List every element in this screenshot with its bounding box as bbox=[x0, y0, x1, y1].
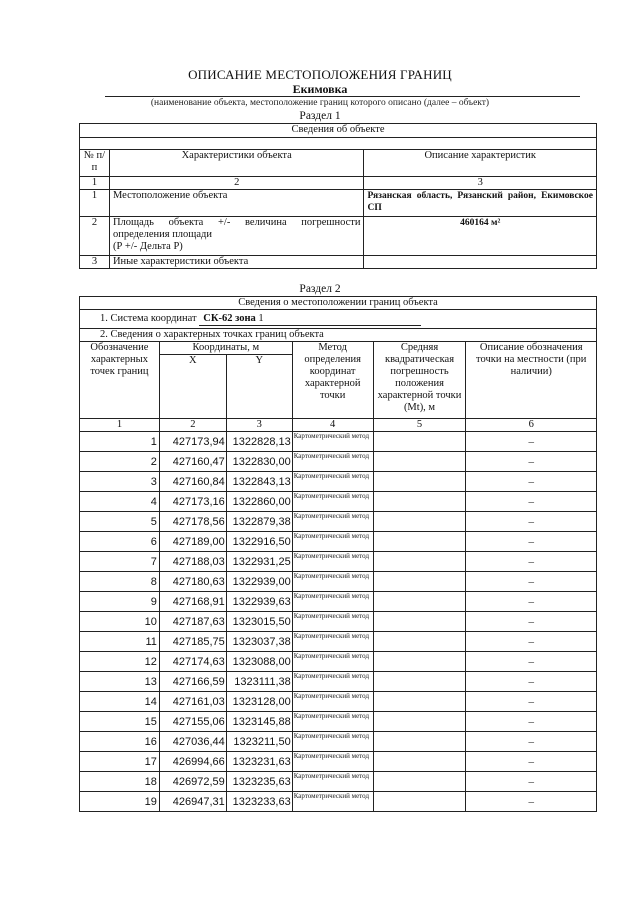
area-value: 460164 м² bbox=[364, 217, 597, 256]
point-number: 8 bbox=[80, 572, 160, 592]
coord-system-row bbox=[80, 310, 597, 329]
point-number: 16 bbox=[80, 732, 160, 752]
point-number: 12 bbox=[80, 652, 160, 672]
point-y: 1323233,63 bbox=[226, 792, 292, 812]
point-x: 427174,63 bbox=[159, 652, 226, 672]
point-accuracy bbox=[373, 512, 466, 532]
point-row bbox=[80, 572, 597, 592]
section1-heading: Сведения об объекте bbox=[80, 124, 597, 138]
point-accuracy bbox=[373, 692, 466, 712]
row-num: 2 bbox=[80, 217, 110, 256]
point-row bbox=[80, 632, 597, 652]
point-accuracy bbox=[373, 632, 466, 652]
point-description: – bbox=[466, 732, 597, 752]
point-method: Картометрический метод bbox=[292, 672, 373, 692]
point-y: 1323231,63 bbox=[226, 752, 292, 772]
row-char: Местоположение объекта bbox=[109, 190, 364, 217]
point-method: Картометрический метод bbox=[292, 472, 373, 492]
point-description: – bbox=[466, 432, 597, 452]
point-description: – bbox=[466, 632, 597, 652]
designation-header: Обозначение характерных точек границ bbox=[80, 342, 160, 419]
point-description: – bbox=[466, 472, 597, 492]
point-accuracy bbox=[373, 712, 466, 732]
point-number: 10 bbox=[80, 612, 160, 632]
index-cell: 4 bbox=[292, 419, 373, 432]
point-method: Картометрический метод bbox=[292, 572, 373, 592]
section2-heading: Сведения о местоположении границ объекта bbox=[80, 297, 597, 310]
point-y: 1322939,00 bbox=[226, 572, 292, 592]
point-accuracy bbox=[373, 752, 466, 772]
point-y: 1323037,38 bbox=[226, 632, 292, 652]
coord-system-value bbox=[199, 313, 421, 326]
coord-system-name: СК-62 зона bbox=[203, 312, 256, 324]
point-method: Картометрический метод bbox=[292, 732, 373, 752]
point-description: – bbox=[466, 492, 597, 512]
point-y: 1323088,00 bbox=[226, 652, 292, 672]
point-y: 1322830,00 bbox=[226, 452, 292, 472]
document-title: ОПИСАНИЕ МЕСТОПОЛОЖЕНИЯ ГРАНИЦ bbox=[188, 67, 452, 82]
point-method: Картометрический метод bbox=[292, 552, 373, 572]
index-cell: 2 bbox=[159, 419, 226, 432]
point-number: 5 bbox=[80, 512, 160, 532]
point-method: Картометрический метод bbox=[292, 452, 373, 472]
row-desc: Рязанская область, Рязанский район, Екимовское СП bbox=[364, 190, 597, 217]
index-cell: 1 bbox=[80, 177, 110, 190]
point-method: Картометрический метод bbox=[292, 652, 373, 672]
row-char: Иные характеристики объекта bbox=[109, 256, 364, 269]
col-desc-header: Описание характеристик bbox=[364, 150, 597, 177]
section2-label: Раздел 2 bbox=[299, 283, 341, 295]
point-x: 427178,56 bbox=[159, 512, 226, 532]
point-x: 427188,03 bbox=[159, 552, 226, 572]
point-accuracy bbox=[373, 572, 466, 592]
point-number: 7 bbox=[80, 552, 160, 572]
point-row bbox=[80, 452, 597, 472]
point-x: 427161,03 bbox=[159, 692, 226, 712]
point-y: 1322916,50 bbox=[226, 532, 292, 552]
point-accuracy bbox=[373, 532, 466, 552]
point-row bbox=[80, 592, 597, 612]
row-desc bbox=[364, 256, 597, 269]
point-x: 427180,63 bbox=[159, 572, 226, 592]
point-row bbox=[80, 492, 597, 512]
point-description: – bbox=[466, 612, 597, 632]
point-number: 13 bbox=[80, 672, 160, 692]
point-description: – bbox=[466, 792, 597, 812]
point-row bbox=[80, 692, 597, 712]
point-accuracy bbox=[373, 652, 466, 672]
point-y: 1323235,63 bbox=[226, 772, 292, 792]
point-description: – bbox=[466, 592, 597, 612]
point-accuracy bbox=[373, 492, 466, 512]
point-description: – bbox=[466, 692, 597, 712]
point-description: – bbox=[466, 652, 597, 672]
point-y: 1322931,25 bbox=[226, 552, 292, 572]
point-method: Картометрический метод bbox=[292, 592, 373, 612]
point-number: 14 bbox=[80, 692, 160, 712]
point-x: 427160,47 bbox=[159, 452, 226, 472]
point-description: – bbox=[466, 752, 597, 772]
point-row bbox=[80, 672, 597, 692]
spacer-row bbox=[80, 138, 597, 150]
point-description: – bbox=[466, 712, 597, 732]
point-number: 18 bbox=[80, 772, 160, 792]
point-number: 2 bbox=[80, 452, 160, 472]
point-accuracy bbox=[373, 592, 466, 612]
point-accuracy bbox=[373, 612, 466, 632]
point-x: 426994,66 bbox=[159, 752, 226, 772]
point-x: 427189,00 bbox=[159, 532, 226, 552]
index-cell: 2 bbox=[109, 177, 364, 190]
point-row bbox=[80, 652, 597, 672]
point-y: 1323211,50 bbox=[226, 732, 292, 752]
point-number: 1 bbox=[80, 432, 160, 452]
col-char-header: Характеристики объекта bbox=[109, 150, 364, 177]
index-cell: 3 bbox=[226, 419, 292, 432]
point-method: Картометрический метод bbox=[292, 792, 373, 812]
row-num: 1 bbox=[80, 190, 110, 217]
point-number: 3 bbox=[80, 472, 160, 492]
point-row bbox=[80, 552, 597, 572]
point-method: Картометрический метод bbox=[292, 532, 373, 552]
point-accuracy bbox=[373, 672, 466, 692]
point-row bbox=[80, 432, 597, 452]
x-header: X bbox=[159, 355, 226, 419]
point-accuracy bbox=[373, 472, 466, 492]
point-description: – bbox=[466, 572, 597, 592]
y-header: Y bbox=[226, 355, 292, 419]
point-row bbox=[80, 772, 597, 792]
point-number: 19 bbox=[80, 792, 160, 812]
row-char-line: Площадь объекта +/- величина погрешности определения площади bbox=[112, 217, 361, 240]
row-char bbox=[109, 217, 364, 256]
point-x: 427187,63 bbox=[159, 612, 226, 632]
index-cell: 5 bbox=[373, 419, 466, 432]
accuracy-header: Средняя квадратическая погрешность положения характерной точки (Mt), м bbox=[373, 342, 466, 419]
point-method: Картометрический метод bbox=[292, 632, 373, 652]
point-description: – bbox=[466, 552, 597, 572]
point-number: 4 bbox=[80, 492, 160, 512]
index-cell: 1 bbox=[80, 419, 160, 432]
point-accuracy bbox=[373, 452, 466, 472]
point-y: 1323111,38 bbox=[226, 672, 292, 692]
point-y: 1323145,88 bbox=[226, 712, 292, 732]
point-row bbox=[80, 472, 597, 492]
point-row bbox=[80, 792, 597, 812]
section1-label: Раздел 1 bbox=[299, 110, 341, 122]
point-x: 427185,75 bbox=[159, 632, 226, 652]
object-name: Екимовка bbox=[292, 82, 348, 96]
row-char-line: (Р +/- Дельта Р) bbox=[112, 241, 183, 252]
point-x: 427173,94 bbox=[159, 432, 226, 452]
index-cell: 6 bbox=[466, 419, 597, 432]
point-method: Картометрический метод bbox=[292, 692, 373, 712]
point-description: – bbox=[466, 512, 597, 532]
point-method: Картометрический метод bbox=[292, 712, 373, 732]
point-description: – bbox=[466, 452, 597, 472]
point-row bbox=[80, 512, 597, 532]
row-num: 3 bbox=[80, 256, 110, 269]
point-method: Картометрический метод bbox=[292, 612, 373, 632]
index-cell: 3 bbox=[364, 177, 597, 190]
point-x: 427168,91 bbox=[159, 592, 226, 612]
point-y: 1322860,00 bbox=[226, 492, 292, 512]
point-x: 427036,44 bbox=[159, 732, 226, 752]
point-accuracy bbox=[373, 792, 466, 812]
point-method: Картометрический метод bbox=[292, 432, 373, 452]
object-info-table bbox=[79, 123, 597, 269]
point-x: 427173,16 bbox=[159, 492, 226, 512]
point-y: 1322843,13 bbox=[226, 472, 292, 492]
col-num-header: № п/п bbox=[80, 150, 110, 177]
coords-header: Координаты, м bbox=[159, 342, 292, 355]
point-method: Картометрический метод bbox=[292, 772, 373, 792]
point-y: 1323015,50 bbox=[226, 612, 292, 632]
point-y: 1322828,13 bbox=[226, 432, 292, 452]
object-name-underline bbox=[105, 96, 580, 97]
boundary-points-table bbox=[79, 296, 597, 812]
point-x: 426972,59 bbox=[159, 772, 226, 792]
point-row bbox=[80, 532, 597, 552]
point-accuracy bbox=[373, 432, 466, 452]
point-row bbox=[80, 712, 597, 732]
point-number: 11 bbox=[80, 632, 160, 652]
object-note: (наименование объекта, местоположение границ которого описано (далее – объект) bbox=[150, 98, 490, 108]
point-number: 15 bbox=[80, 712, 160, 732]
point-x: 427155,06 bbox=[159, 712, 226, 732]
point-y: 1323128,00 bbox=[226, 692, 292, 712]
point-accuracy bbox=[373, 732, 466, 752]
point-number: 17 bbox=[80, 752, 160, 772]
point-description: – bbox=[466, 672, 597, 692]
point-method: Картометрический метод bbox=[292, 752, 373, 772]
point-y: 1322939,63 bbox=[226, 592, 292, 612]
point-x: 427160,84 bbox=[159, 472, 226, 492]
point-y: 1322879,38 bbox=[226, 512, 292, 532]
coord-system-label: 1. Система координат bbox=[100, 312, 197, 324]
point-method: Картометрический метод bbox=[292, 512, 373, 532]
point-method: Картометрический метод bbox=[292, 492, 373, 512]
coord-system-zone: 1 bbox=[258, 312, 264, 324]
point-description: – bbox=[466, 532, 597, 552]
point-accuracy bbox=[373, 772, 466, 792]
point-row bbox=[80, 732, 597, 752]
point-number: 6 bbox=[80, 532, 160, 552]
point-accuracy bbox=[373, 552, 466, 572]
point-description: – bbox=[466, 772, 597, 792]
point-number: 9 bbox=[80, 592, 160, 612]
points-body bbox=[80, 432, 597, 812]
description-header: Описание обозначения точки на местности (при наличии) bbox=[466, 342, 597, 419]
points-heading: 2. Сведения о характерных точках границ объекта bbox=[80, 329, 597, 342]
method-header: Метод определения координат характерной точки bbox=[292, 342, 373, 419]
point-x: 427166,59 bbox=[159, 672, 226, 692]
point-row bbox=[80, 612, 597, 632]
point-x: 426947,31 bbox=[159, 792, 226, 812]
point-row bbox=[80, 752, 597, 772]
